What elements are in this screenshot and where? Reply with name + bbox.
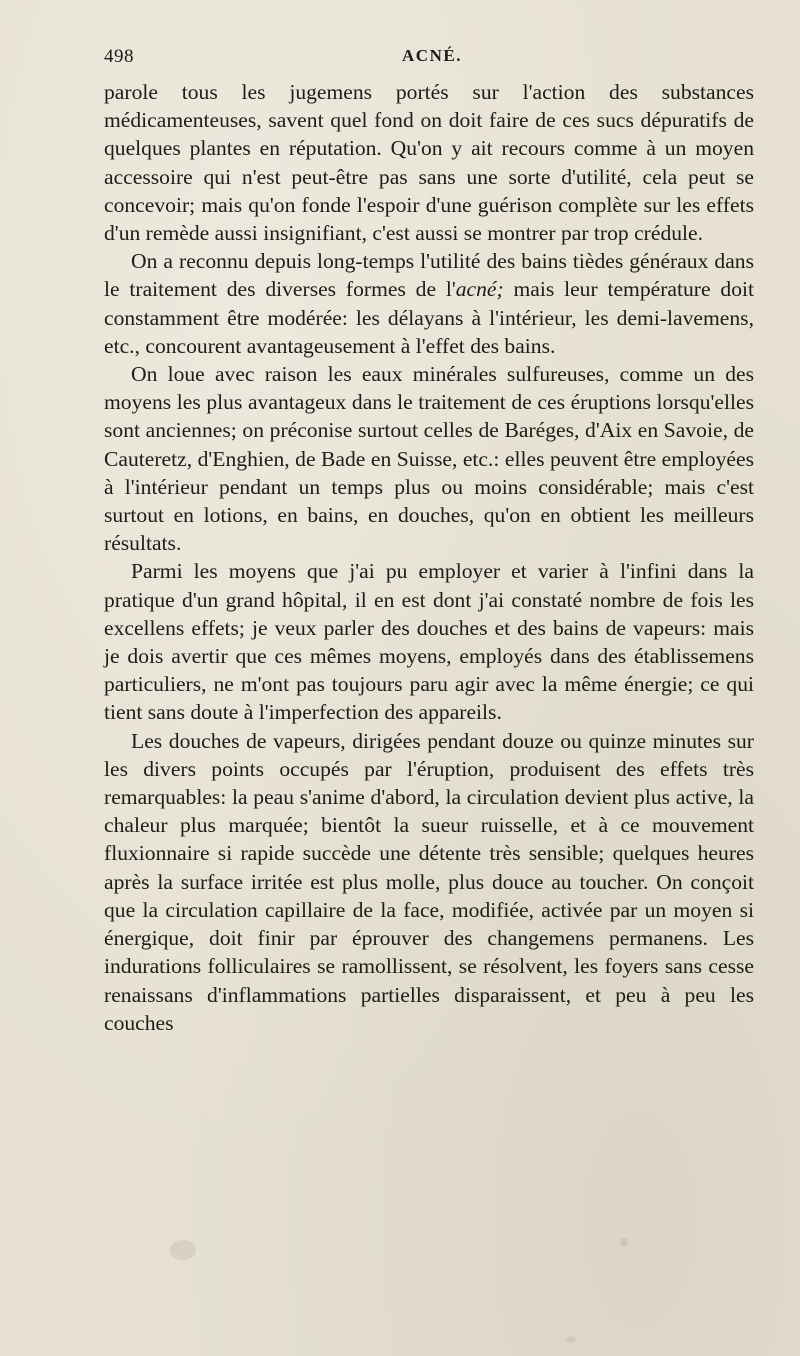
- page-header: [104, 46, 760, 74]
- paper-stain: [620, 1238, 628, 1246]
- paragraph-text: parole tous les jugemens portés sur l'action des substances médicamenteuses, savent quel fond on doit faire de ces sucs dépuratifs de quelques plantes en réputation. Qu'on y ait recours comme à un moyen accessoire qui n'est peut-être pas sans une sorte d'utilité, cela peut se concevoir; mais qu'on fonde l'espoir d'une guérison complète sur les effets d'un remède aussi insignifiant, c'est aussi se montrer par trop crédule.: [104, 80, 754, 246]
- paragraph-text: mais leur température doit constamment être modérée: les délayans à l'intérieur, les demi-lavemens, etc., concourent avantageusement à l'effet des bains.: [104, 277, 754, 358]
- paragraph-5: [104, 727, 754, 1037]
- body-text: [104, 78, 754, 1037]
- paragraph-text: Parmi les moyens que j'ai pu employer et varier à l'infini dans la pratique d'un grand hôpital, il en est dont j'ai constaté nombre de fois les excellens effets; je veux parler des douches et des bains de vapeurs: mais je dois avertir que ces mêmes moyens, employés dans des établissemens particuliers, ne m'ont pas toujours paru agir avec la même énergie; ce qui tient sans doute à l'imperfection des appareils.: [104, 559, 754, 725]
- paragraph-italic: acné;: [455, 277, 504, 302]
- running-title: ACNÉ.: [402, 46, 462, 65]
- paper-stain: [170, 1240, 196, 1260]
- paper-stain: [566, 1336, 576, 1343]
- paragraph-2: [104, 247, 754, 360]
- paragraph-1: [104, 78, 754, 247]
- paragraph-text: On a reconnu depuis long-temps l'utilité des bains tièdes généraux dans le traitement des diverses formes de l': [104, 249, 754, 302]
- page-number: 498: [104, 46, 134, 67]
- paragraph-4: [104, 557, 754, 726]
- paragraph-text: Les douches de vapeurs, dirigées pendant douze ou quinze minutes sur les divers points occupés par l'éruption, produisent des effets très remarquables: la peau s'anime d'abord, la circulation devient plus active, la chaleur plus marquée; bientôt la sueur ruisselle, et à ce mouvement fluxionnaire si rapide succède une détente très sensible; quelques heures après la surface irritée est plus molle, plus douce au toucher. On conçoit que la circulation capillaire de la face, modifiée, activée par un moyen si énergique, doit finir par éprouver des changemens permanens. Les indurations folliculaires se ramollissent, se résolvent, les foyers sans cesse renaissans d'inflammations partielles disparaissent, et peu à peu les couches: [104, 728, 754, 1035]
- paragraph-3: [104, 360, 754, 557]
- paragraph-text: On loue avec raison les eaux minérales sulfureuses, comme un des moyens les plus avantageux dans le traitement de ces éruptions lorsqu'elles sont anciennes; on préconise surtout celles de Baréges, d'Aix en Savoie, de Cauteretz, d'Enghien, de Bade en Suisse, etc.: elles peuvent être employées à l'intérieur pendant un temps plus ou moins considérable; mais c'est surtout en lotions, en bains, en douches, qu'on en obtient les meilleurs résultats.: [104, 362, 754, 556]
